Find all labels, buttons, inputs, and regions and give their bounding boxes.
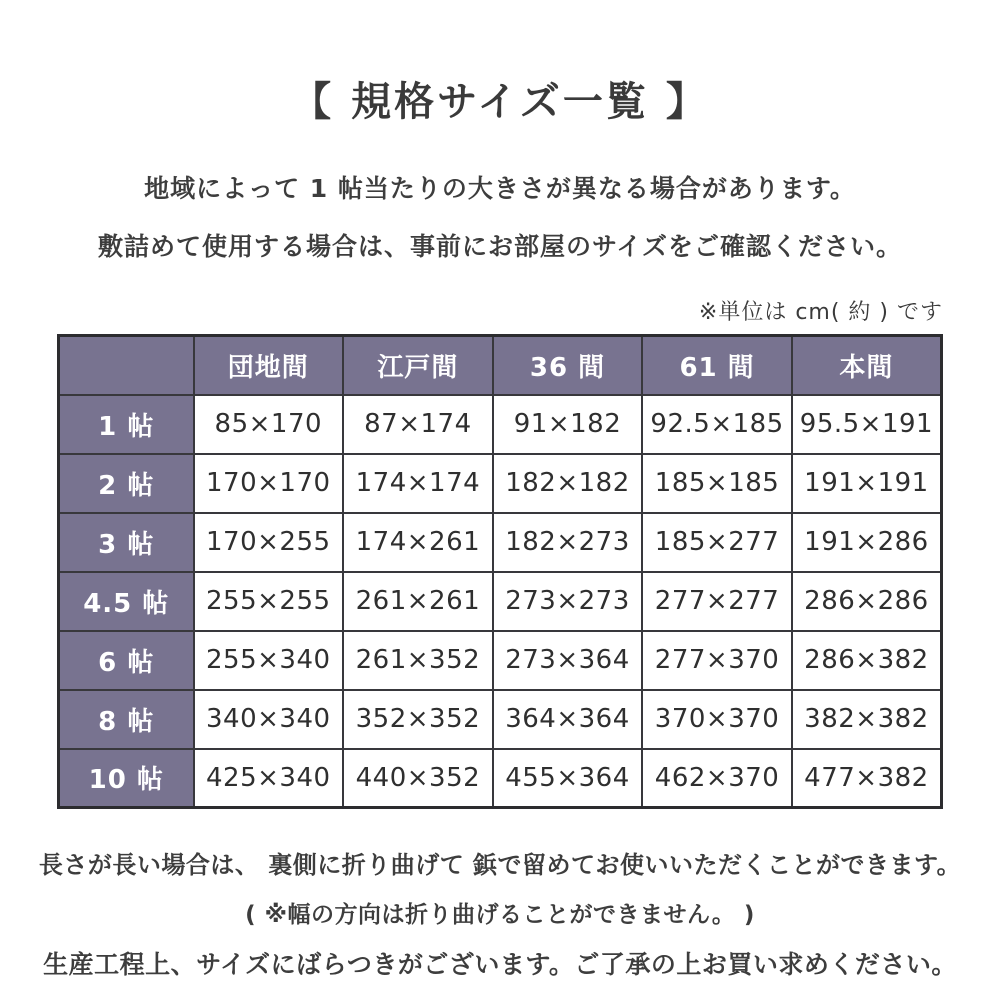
size-table (57, 334, 943, 809)
column-header: 36 間 (493, 336, 643, 395)
size-cell: 174×174 (343, 454, 493, 513)
size-cell: 174×261 (343, 513, 493, 572)
size-cell: 185×185 (642, 454, 792, 513)
size-cell: 462×370 (642, 749, 792, 808)
size-cell: 185×277 (642, 513, 792, 572)
column-header: 江戸間 (343, 336, 493, 395)
row-label: 1 帖 (59, 395, 194, 454)
size-cell: 352×352 (343, 690, 493, 749)
size-cell: 364×364 (493, 690, 643, 749)
size-cell: 273×364 (493, 631, 643, 690)
size-cell: 440×352 (343, 749, 493, 808)
column-header: 61 間 (642, 336, 792, 395)
page-title: 【 規格サイズ一覧 】 (291, 79, 709, 125)
header-row (59, 336, 942, 395)
size-cell: 85×170 (194, 395, 344, 454)
size-cell: 382×382 (792, 690, 942, 749)
size-cell: 255×255 (194, 572, 344, 631)
size-cell: 425×340 (194, 749, 344, 808)
column-header: 団地間 (194, 336, 344, 395)
size-cell: 92.5×185 (642, 395, 792, 454)
size-cell: 170×255 (194, 513, 344, 572)
size-cell: 477×382 (792, 749, 942, 808)
unit-note: ※単位は cm( 約 ) です (698, 300, 943, 325)
column-header: 本間 (792, 336, 942, 395)
size-cell: 170×170 (194, 454, 344, 513)
size-cell: 286×286 (792, 572, 942, 631)
table-row (59, 572, 942, 631)
intro-line-1: 地域によって 1 帖当たりの大きさが異なる場合があります。 (144, 174, 856, 203)
row-label: 8 帖 (59, 690, 194, 749)
row-label: 3 帖 (59, 513, 194, 572)
row-label: 4.5 帖 (59, 572, 194, 631)
size-cell: 340×340 (194, 690, 344, 749)
size-cell: 91×182 (493, 395, 643, 454)
size-cell: 277×277 (642, 572, 792, 631)
table-row (59, 749, 942, 808)
size-cell: 455×364 (493, 749, 643, 808)
intro-line-2: 敷詰めて使用する場合は、事前にお部屋のサイズをご確認ください。 (97, 232, 902, 261)
size-cell: 273×273 (493, 572, 643, 631)
size-cell: 261×261 (343, 572, 493, 631)
table-row (59, 690, 942, 749)
size-cell: 95.5×191 (792, 395, 942, 454)
table-row (59, 513, 942, 572)
size-cell: 182×273 (493, 513, 643, 572)
table-row (59, 454, 942, 513)
table-header (59, 336, 942, 395)
size-cell: 286×382 (792, 631, 942, 690)
row-label: 10 帖 (59, 749, 194, 808)
size-cell: 182×182 (493, 454, 643, 513)
size-cell: 370×370 (642, 690, 792, 749)
size-cell: 191×286 (792, 513, 942, 572)
corner-cell (59, 336, 194, 395)
footer-note-1: 長さが長い場合は、 裏側に折り曲げて 鋲で留めてお使いいただくことができます。 (38, 851, 962, 879)
size-cell: 261×352 (343, 631, 493, 690)
footer-note-3: 生産工程上、サイズにばらつきがございます。ご了承の上お買い求めください。 (43, 950, 957, 979)
size-cell: 255×340 (194, 631, 344, 690)
footer-note-2: ( ※幅の方向は折り曲げることができません。 ) (245, 902, 755, 928)
table-row (59, 631, 942, 690)
size-cell: 87×174 (343, 395, 493, 454)
size-cell: 277×370 (642, 631, 792, 690)
row-label: 6 帖 (59, 631, 194, 690)
table-row (59, 395, 942, 454)
row-label: 2 帖 (59, 454, 194, 513)
size-cell: 191×191 (792, 454, 942, 513)
table-body (59, 395, 942, 808)
